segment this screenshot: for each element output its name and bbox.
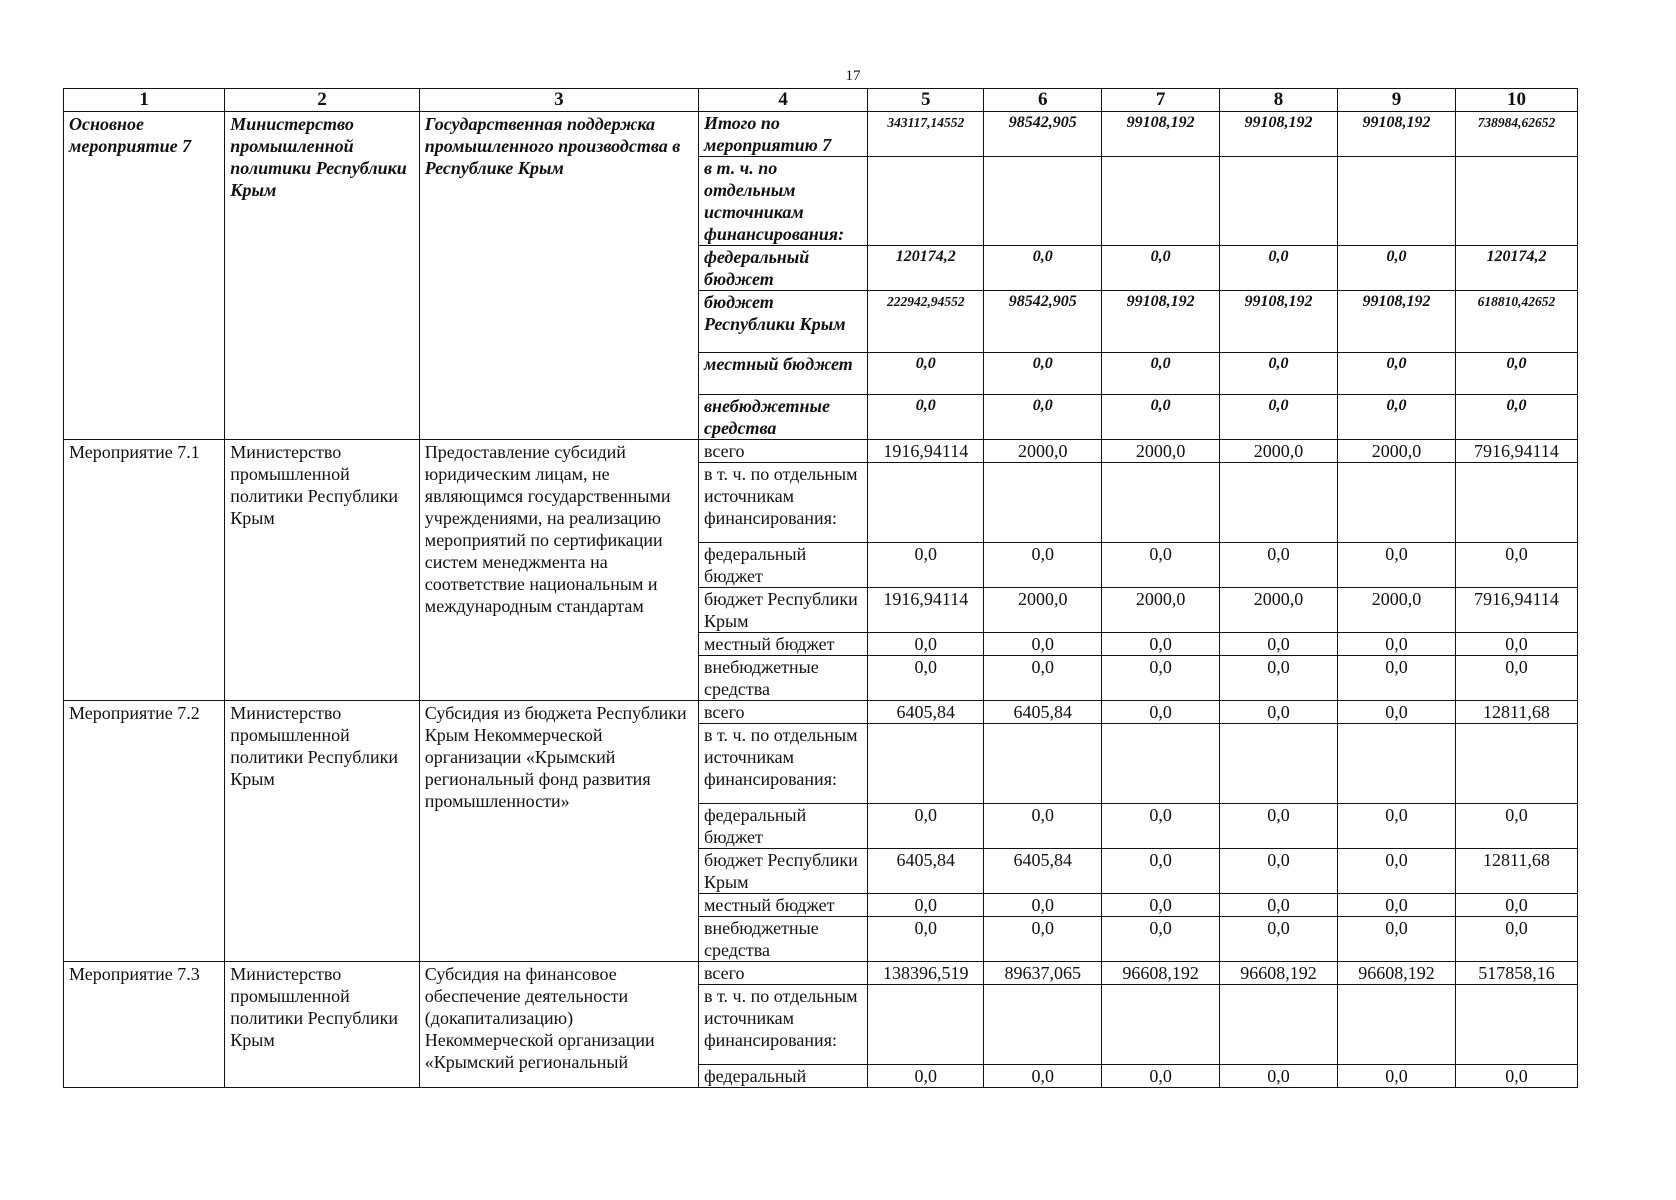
amount-cell: 0,0	[984, 633, 1102, 656]
amount-cell: 89637,065	[984, 962, 1102, 985]
amount-cell: 0,0	[1338, 1065, 1456, 1088]
amount-cell: 0,0	[1338, 395, 1456, 440]
amount-cell: 0,0	[984, 543, 1102, 588]
amount-cell: 0,0	[1102, 894, 1220, 917]
amount-cell: 99108,192	[1338, 291, 1456, 353]
financing-table	[63, 88, 1578, 1088]
amount-cell: 99108,192	[1102, 291, 1220, 353]
column-header: 1	[64, 89, 225, 112]
amount-cell: 6405,84	[984, 701, 1102, 724]
amount-cell	[984, 157, 1102, 246]
amount-cell: 7916,94114	[1455, 440, 1577, 463]
amount-cell: 0,0	[1220, 917, 1338, 962]
amount-cell: 0,0	[868, 894, 984, 917]
amount-cell: 0,0	[868, 395, 984, 440]
funding-source-cell: внебюджетные средства	[699, 917, 868, 962]
amount-cell: 0,0	[1102, 1065, 1220, 1088]
amount-cell	[1338, 463, 1456, 543]
amount-cell	[1338, 985, 1456, 1065]
amount-cell: 0,0	[1102, 849, 1220, 894]
amount-cell: 0,0	[1220, 246, 1338, 291]
amount-cell: 99108,192	[1102, 112, 1220, 157]
amount-cell: 0,0	[1102, 804, 1220, 849]
amount-cell: 0,0	[1338, 246, 1456, 291]
funding-source-cell: местный бюджет	[699, 633, 868, 656]
column-header: 9	[1338, 89, 1456, 112]
amount-cell: 0,0	[868, 633, 984, 656]
amount-cell: 0,0	[984, 656, 1102, 701]
amount-cell	[868, 463, 984, 543]
table-row	[64, 962, 1578, 985]
amount-cell: 0,0	[1220, 701, 1338, 724]
funding-source-cell: Итого по мероприятию 7	[699, 112, 868, 157]
amount-cell: 0,0	[1102, 633, 1220, 656]
amount-cell: 0,0	[1338, 543, 1456, 588]
amount-cell: 99108,192	[1220, 112, 1338, 157]
amount-cell: 0,0	[1455, 543, 1577, 588]
amount-cell	[1220, 463, 1338, 543]
description-cell: Предоставление субсидий юридическим лицам, не являющимся государственными учреждениями, на реализацию мероприятий по сертификации систем менеджмента на соответствие национальным и международным стандартам	[419, 440, 698, 701]
column-header: 8	[1220, 89, 1338, 112]
amount-cell: 2000,0	[1338, 440, 1456, 463]
amount-cell: 2000,0	[1220, 440, 1338, 463]
table-row	[64, 440, 1578, 463]
amount-cell: 0,0	[1455, 1065, 1577, 1088]
column-header: 10	[1455, 89, 1577, 112]
amount-cell: 0,0	[1455, 656, 1577, 701]
amount-cell: 0,0	[1220, 849, 1338, 894]
amount-cell: 0,0	[1338, 701, 1456, 724]
amount-cell: 0,0	[1338, 849, 1456, 894]
event-cell: Мероприятие 7.1	[64, 440, 225, 701]
amount-cell	[1455, 157, 1577, 246]
amount-cell	[1102, 724, 1220, 804]
amount-cell: 98542,905	[984, 291, 1102, 353]
amount-cell: 120174,2	[868, 246, 984, 291]
amount-cell: 99108,192	[1338, 112, 1456, 157]
amount-cell: 0,0	[1338, 917, 1456, 962]
amount-cell	[1220, 724, 1338, 804]
amount-cell	[1102, 985, 1220, 1065]
amount-cell: 0,0	[868, 656, 984, 701]
amount-cell: 0,0	[1455, 353, 1577, 395]
amount-cell: 222942,94552	[868, 291, 984, 353]
amount-cell: 0,0	[868, 917, 984, 962]
column-header: 7	[1102, 89, 1220, 112]
amount-cell: 0,0	[1455, 804, 1577, 849]
funding-source-cell: местный бюджет	[699, 894, 868, 917]
description-cell: Государственная поддержка промышленного производства в Республике Крым	[419, 112, 698, 440]
amount-cell	[1220, 985, 1338, 1065]
funding-source-cell: всего	[699, 440, 868, 463]
funding-source-cell: всего	[699, 701, 868, 724]
amount-cell	[984, 463, 1102, 543]
amount-cell: 0,0	[984, 395, 1102, 440]
amount-cell	[1338, 724, 1456, 804]
amount-cell: 99108,192	[1220, 291, 1338, 353]
funding-source-cell: бюджет Республики Крым	[699, 849, 868, 894]
amount-cell: 98542,905	[984, 112, 1102, 157]
amount-cell: 0,0	[1338, 633, 1456, 656]
executor-cell: Министерство промышленной политики Республики Крым	[225, 701, 420, 962]
amount-cell: 2000,0	[1102, 440, 1220, 463]
event-cell: Мероприятие 7.3	[64, 962, 225, 1088]
amount-cell	[868, 724, 984, 804]
amount-cell: 0,0	[1338, 804, 1456, 849]
amount-cell: 0,0	[1220, 353, 1338, 395]
amount-cell: 0,0	[1338, 656, 1456, 701]
amount-cell: 6405,84	[984, 849, 1102, 894]
amount-cell: 120174,2	[1455, 246, 1577, 291]
funding-source-cell: местный бюджет	[699, 353, 868, 395]
funding-source-cell: в т. ч. по отдельным источникам финансирования:	[699, 724, 868, 804]
column-header: 3	[419, 89, 698, 112]
amount-cell: 0,0	[1220, 656, 1338, 701]
amount-cell: 0,0	[868, 353, 984, 395]
amount-cell: 0,0	[1220, 894, 1338, 917]
amount-cell: 0,0	[868, 543, 984, 588]
amount-cell: 96608,192	[1102, 962, 1220, 985]
amount-cell: 12811,68	[1455, 849, 1577, 894]
funding-source-cell: в т. ч. по отдельным источникам финансирования:	[699, 463, 868, 543]
amount-cell: 0,0	[1102, 246, 1220, 291]
amount-cell: 0,0	[868, 1065, 984, 1088]
amount-cell: 0,0	[984, 804, 1102, 849]
page-number: 17	[845, 68, 861, 84]
amount-cell: 0,0	[1455, 894, 1577, 917]
funding-source-cell: федеральный бюджет	[699, 246, 868, 291]
amount-cell: 96608,192	[1338, 962, 1456, 985]
funding-source-cell: внебюджетные средства	[699, 395, 868, 440]
executor-cell: Министерство промышленной политики Республики Крым	[225, 962, 420, 1088]
amount-cell: 0,0	[1220, 633, 1338, 656]
amount-cell: 0,0	[1102, 656, 1220, 701]
description-cell: Субсидия из бюджета Республики Крым Некоммерческой организации «Крымский региональный фонд развития промышленности»	[419, 701, 698, 962]
amount-cell: 618810,42652	[1455, 291, 1577, 353]
amount-cell	[1455, 985, 1577, 1065]
amount-cell: 0,0	[1102, 701, 1220, 724]
amount-cell	[1102, 463, 1220, 543]
amount-cell: 7916,94114	[1455, 588, 1577, 633]
amount-cell: 0,0	[1455, 633, 1577, 656]
column-header: 4	[699, 89, 868, 112]
executor-cell: Министерство промышленной политики Республики Крым	[225, 440, 420, 701]
funding-source-cell: федеральный бюджет	[699, 804, 868, 849]
amount-cell	[984, 985, 1102, 1065]
amount-cell: 0,0	[1220, 543, 1338, 588]
executor-cell: Министерство промышленной политики Республики Крым	[225, 112, 420, 440]
amount-cell: 2000,0	[984, 588, 1102, 633]
amount-cell	[1220, 157, 1338, 246]
amount-cell: 1916,94114	[868, 440, 984, 463]
amount-cell: 0,0	[1102, 917, 1220, 962]
amount-cell: 0,0	[984, 246, 1102, 291]
column-header: 5	[868, 89, 984, 112]
amount-cell: 2000,0	[1220, 588, 1338, 633]
amount-cell: 0,0	[868, 804, 984, 849]
column-header: 6	[984, 89, 1102, 112]
funding-source-cell: бюджет Республики Крым	[699, 588, 868, 633]
table-row	[64, 701, 1578, 724]
amount-cell: 0,0	[1102, 543, 1220, 588]
amount-cell: 0,0	[984, 894, 1102, 917]
amount-cell: 343117,14552	[868, 112, 984, 157]
funding-source-cell: в т. ч. по отдельным источникам финансирования:	[699, 157, 868, 246]
amount-cell	[1338, 157, 1456, 246]
amount-cell	[868, 157, 984, 246]
amount-cell	[1455, 463, 1577, 543]
amount-cell: 0,0	[1220, 395, 1338, 440]
amount-cell: 0,0	[984, 353, 1102, 395]
event-cell: Мероприятие 7.2	[64, 701, 225, 962]
amount-cell: 0,0	[984, 917, 1102, 962]
amount-cell: 0,0	[1220, 804, 1338, 849]
amount-cell: 0,0	[1455, 917, 1577, 962]
amount-cell: 12811,68	[1455, 701, 1577, 724]
amount-cell	[984, 724, 1102, 804]
funding-source-cell: в т. ч. по отдельным источникам финансирования:	[699, 985, 868, 1065]
amount-cell	[1455, 724, 1577, 804]
event-cell: Основное мероприятие 7	[64, 112, 225, 440]
amount-cell: 0,0	[1455, 395, 1577, 440]
amount-cell: 517858,16	[1455, 962, 1577, 985]
amount-cell: 6405,84	[868, 849, 984, 894]
amount-cell: 96608,192	[1220, 962, 1338, 985]
amount-cell: 0,0	[1102, 353, 1220, 395]
funding-source-cell: бюджет Республики Крым	[699, 291, 868, 353]
amount-cell: 2000,0	[984, 440, 1102, 463]
description-cell: Субсидия на финансовое обеспечение деятельности (докапитализацию) Некоммерческой организации «Крымский региональный	[419, 962, 698, 1088]
funding-source-cell: внебюджетные средства	[699, 656, 868, 701]
funding-source-cell: федеральный	[699, 1065, 868, 1088]
amount-cell: 0,0	[1338, 894, 1456, 917]
funding-source-cell: всего	[699, 962, 868, 985]
funding-source-cell: федеральный бюджет	[699, 543, 868, 588]
amount-cell: 1916,94114	[868, 588, 984, 633]
amount-cell: 0,0	[984, 1065, 1102, 1088]
amount-cell: 138396,519	[868, 962, 984, 985]
column-numbers-row	[64, 89, 1578, 112]
amount-cell: 2000,0	[1102, 588, 1220, 633]
amount-cell	[1102, 157, 1220, 246]
amount-cell: 2000,0	[1338, 588, 1456, 633]
amount-cell: 0,0	[1338, 353, 1456, 395]
amount-cell: 0,0	[1102, 395, 1220, 440]
column-header: 2	[225, 89, 420, 112]
amount-cell: 738984,62652	[1455, 112, 1577, 157]
amount-cell	[868, 985, 984, 1065]
amount-cell: 6405,84	[868, 701, 984, 724]
table-row	[64, 112, 1578, 157]
amount-cell: 0,0	[1220, 1065, 1338, 1088]
